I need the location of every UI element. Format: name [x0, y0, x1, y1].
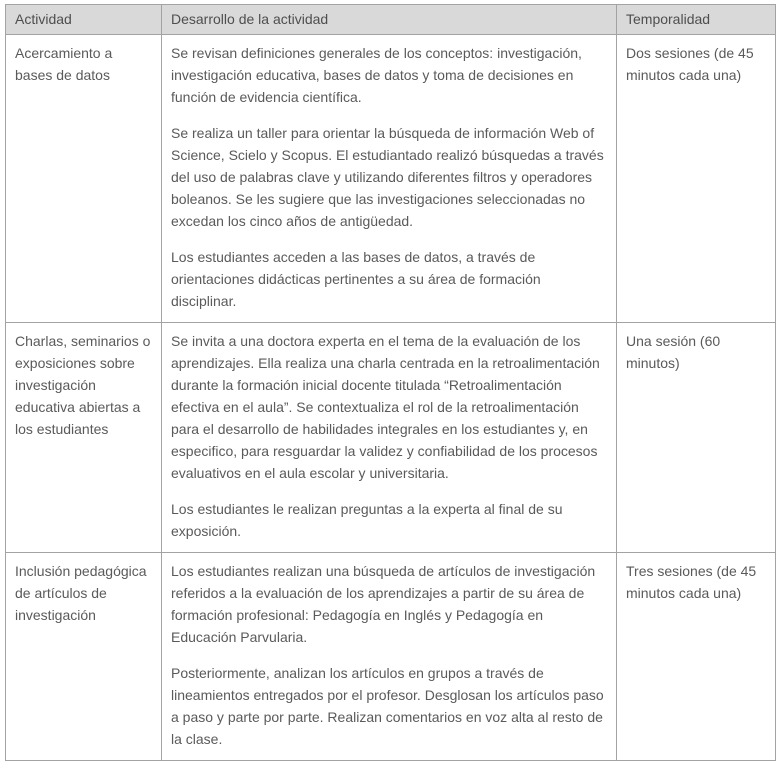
cell-actividad: [6, 553, 162, 761]
actividad-text: Acercamiento a bases de datos: [15, 45, 113, 83]
cell-actividad: [6, 35, 162, 323]
cell-temporalidad: [617, 323, 776, 553]
cell-temporalidad: [617, 553, 776, 761]
actividad-text: Charlas, seminarios o exposiciones sobre investigación educativa abiertas a los estudiantes: [15, 333, 151, 437]
temporalidad-text: Tres sesiones (de 45 minutos cada una): [626, 563, 757, 601]
column-header-temporalidad: Temporalidad: [617, 5, 776, 35]
cell-desarrollo: [162, 35, 617, 323]
desarrollo-paragraph: Se realiza un taller para orientar la búsqueda de información Web of Science, Scielo y Scopus. El estudiantado realizó búsquedas a través del uso de palabras clave y utilizando diferentes filtros y operadores boleanos. Se les sugiere que las investigaciones seleccionadas no excedan los cinco años de antigüedad.: [171, 125, 604, 229]
header-row: [6, 5, 776, 35]
desarrollo-paragraph: Los estudiantes acceden a las bases de datos, a través de orientaciones didácticas pertinentes a su área de formación disciplinar.: [171, 249, 541, 309]
desarrollo-paragraph: Los estudiantes le realizan preguntas a la experta al final de su exposición.: [171, 501, 563, 539]
actividad-text: Inclusión pedagógica de artículos de investigación: [15, 563, 147, 623]
cell-actividad: [6, 323, 162, 553]
column-header-desarrollo: Desarrollo de la actividad: [162, 5, 617, 35]
table-row: [6, 323, 776, 553]
table-row: [6, 35, 776, 323]
desarrollo-paragraph: Se revisan definiciones generales de los conceptos: investigación, investigación educativa, bases de datos y toma de decisiones en función de evidencia científica.: [171, 45, 582, 105]
cell-temporalidad: [617, 35, 776, 323]
desarrollo-paragraph: Los estudiantes realizan una búsqueda de artículos de investigación referidos a la evaluación de los aprendizajes a partir de su área de formación profesional: Pedagogía en Inglés y Pedagogía en Educación Parvularia.: [171, 563, 596, 645]
desarrollo-paragraph: Posteriormente, analizan los artículos en grupos a través de lineamientos entregados por el profesor. Desglosan los artículos paso a paso y parte por parte. Realizan comentarios en voz alta al resto de la clase.: [171, 665, 604, 747]
temporalidad-text: Una sesión (60 minutos): [626, 333, 721, 371]
desarrollo-paragraph: Se invita a una doctora experta en el tema de la evaluación de los aprendizajes. Ella realiza una charla centrada en la retroalimentación durante la formación inicial docente titulada “Retroalimentación efectiva en el aula”. Se contextualiza el rol de la retroalimentación para el desarrollo de habilidades integrales en los estudiantes y, en especifico, para resguardar la validez y confiabilidad de los procesos evaluativos en el aula escolar y universitaria.: [171, 333, 600, 481]
cell-desarrollo: [162, 323, 617, 553]
column-header-actividad: Actividad: [6, 5, 162, 35]
table-row: [6, 553, 776, 761]
temporalidad-text: Dos sesiones (de 45 minutos cada una): [626, 45, 754, 83]
activities-table: [5, 4, 776, 761]
cell-desarrollo: [162, 553, 617, 761]
